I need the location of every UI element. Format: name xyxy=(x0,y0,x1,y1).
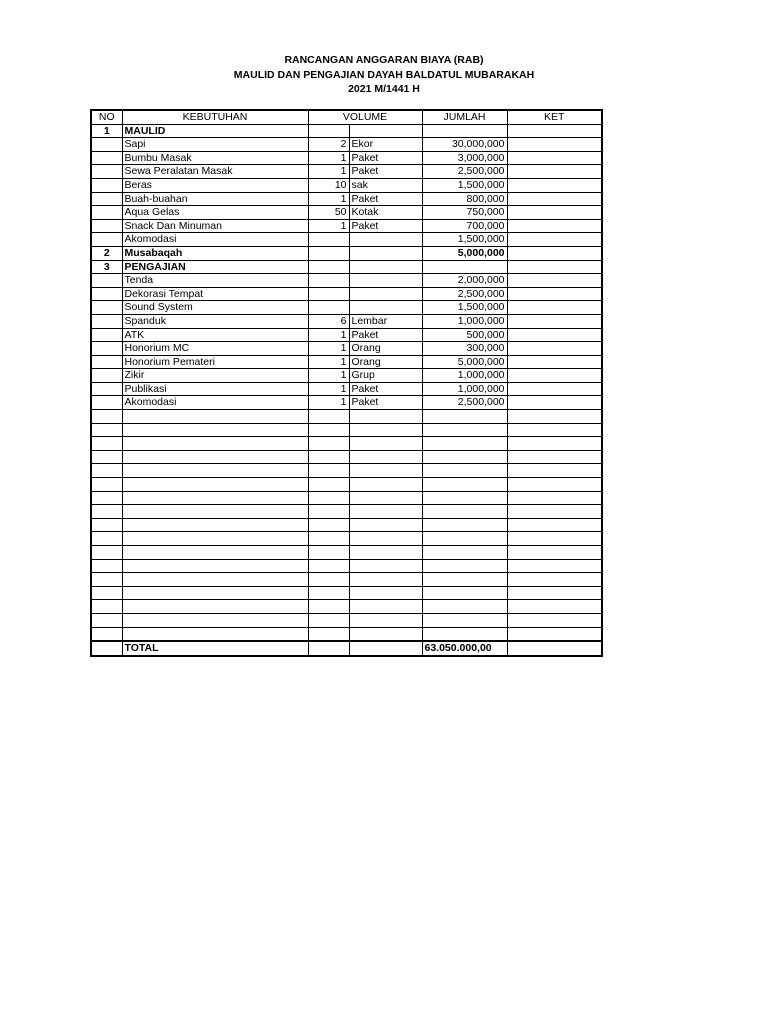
empty-cell xyxy=(308,478,349,492)
empty-row xyxy=(91,600,602,614)
row-qty: 50 xyxy=(308,206,349,220)
row-item: Honorium MC xyxy=(122,342,308,356)
total-qty xyxy=(308,641,349,656)
empty-cell xyxy=(349,559,422,573)
empty-cell xyxy=(308,505,349,519)
empty-row xyxy=(91,586,602,600)
row-unit: Grup xyxy=(349,369,422,383)
row-item: Musabaqah xyxy=(122,246,308,260)
row-amount: 2,500,000 xyxy=(422,287,507,301)
empty-cell xyxy=(507,559,602,573)
row-unit xyxy=(349,274,422,288)
row-ket xyxy=(507,165,602,179)
empty-cell xyxy=(349,437,422,451)
row-qty: 1 xyxy=(308,151,349,165)
empty-cell xyxy=(122,600,308,614)
table-row xyxy=(91,178,602,192)
row-amount: 2,500,000 xyxy=(422,396,507,410)
row-amount xyxy=(422,124,507,138)
row-unit xyxy=(349,124,422,138)
row-ket xyxy=(507,219,602,233)
row-item: ATK xyxy=(122,328,308,342)
empty-cell xyxy=(91,559,122,573)
empty-cell xyxy=(507,546,602,560)
row-qty: 1 xyxy=(308,328,349,342)
empty-cell xyxy=(507,600,602,614)
table-row xyxy=(91,151,602,165)
row-amount: 800,000 xyxy=(422,192,507,206)
header-jumlah: JUMLAH xyxy=(422,110,507,124)
row-unit xyxy=(349,287,422,301)
empty-cell xyxy=(422,600,507,614)
empty-cell xyxy=(91,505,122,519)
empty-row xyxy=(91,559,602,573)
table-row xyxy=(91,260,602,274)
empty-cell xyxy=(308,532,349,546)
row-unit xyxy=(349,260,422,274)
empty-cell xyxy=(122,491,308,505)
row-item: Honorium Pemateri xyxy=(122,355,308,369)
empty-cell xyxy=(308,573,349,587)
row-no xyxy=(91,314,122,328)
row-no xyxy=(91,165,122,179)
row-ket xyxy=(507,246,602,260)
row-item: Sewa Peralatan Masak xyxy=(122,165,308,179)
table-row xyxy=(91,369,602,383)
row-amount: 1,500,000 xyxy=(422,178,507,192)
row-amount: 2,500,000 xyxy=(422,165,507,179)
row-unit: Orang xyxy=(349,355,422,369)
empty-cell xyxy=(91,586,122,600)
empty-cell xyxy=(91,613,122,627)
empty-cell xyxy=(122,532,308,546)
empty-row xyxy=(91,478,602,492)
row-item: Sapi xyxy=(122,138,308,152)
row-qty: 10 xyxy=(308,178,349,192)
row-ket xyxy=(507,192,602,206)
row-ket xyxy=(507,369,602,383)
total-row xyxy=(91,641,602,656)
row-qty: 1 xyxy=(308,369,349,383)
empty-cell xyxy=(308,437,349,451)
empty-cell xyxy=(91,450,122,464)
total-amount: 63.050.000,00 xyxy=(422,641,507,656)
empty-cell xyxy=(422,518,507,532)
empty-cell xyxy=(422,410,507,424)
row-unit: Paket xyxy=(349,382,422,396)
empty-cell xyxy=(122,586,308,600)
header-no: NO xyxy=(91,110,122,124)
empty-cell xyxy=(308,450,349,464)
empty-cell xyxy=(349,600,422,614)
empty-cell xyxy=(122,546,308,560)
row-ket xyxy=(507,260,602,274)
row-ket xyxy=(507,301,602,315)
empty-cell xyxy=(308,627,349,641)
header-volume: VOLUME xyxy=(308,110,422,124)
empty-cell xyxy=(308,464,349,478)
table-row xyxy=(91,233,602,247)
table-row xyxy=(91,342,602,356)
row-amount: 500,000 xyxy=(422,328,507,342)
table-row xyxy=(91,138,602,152)
row-unit: Orang xyxy=(349,342,422,356)
empty-cell xyxy=(122,437,308,451)
row-qty xyxy=(308,274,349,288)
empty-cell xyxy=(122,613,308,627)
empty-cell xyxy=(91,464,122,478)
row-qty xyxy=(308,260,349,274)
row-amount: 1,500,000 xyxy=(422,301,507,315)
empty-cell xyxy=(349,478,422,492)
row-amount: 1,000,000 xyxy=(422,382,507,396)
row-item: Zikir xyxy=(122,369,308,383)
empty-cell xyxy=(422,546,507,560)
empty-cell xyxy=(507,437,602,451)
table-row xyxy=(91,301,602,315)
empty-cell xyxy=(349,423,422,437)
row-item: Sound System xyxy=(122,301,308,315)
row-ket xyxy=(507,138,602,152)
empty-cell xyxy=(122,573,308,587)
empty-cell xyxy=(308,518,349,532)
row-item: Bumbu Masak xyxy=(122,151,308,165)
budget-table xyxy=(90,109,603,657)
row-qty xyxy=(308,233,349,247)
row-unit: Paket xyxy=(349,165,422,179)
empty-cell xyxy=(91,437,122,451)
row-no: 3 xyxy=(91,260,122,274)
row-item: Beras xyxy=(122,178,308,192)
empty-cell xyxy=(349,613,422,627)
row-qty: 1 xyxy=(308,165,349,179)
header-kebutuhan: KEBUTUHAN xyxy=(122,110,308,124)
row-no xyxy=(91,138,122,152)
empty-cell xyxy=(349,410,422,424)
empty-cell xyxy=(422,532,507,546)
empty-row xyxy=(91,518,602,532)
table-row xyxy=(91,355,602,369)
table-row xyxy=(91,219,602,233)
empty-row xyxy=(91,437,602,451)
empty-cell xyxy=(422,423,507,437)
row-ket xyxy=(507,382,602,396)
empty-cell xyxy=(507,627,602,641)
row-no xyxy=(91,369,122,383)
empty-cell xyxy=(122,464,308,478)
row-qty: 1 xyxy=(308,219,349,233)
row-unit xyxy=(349,233,422,247)
row-item: Tenda xyxy=(122,274,308,288)
table-row xyxy=(91,165,602,179)
row-item: PENGAJIAN xyxy=(122,260,308,274)
empty-cell xyxy=(349,546,422,560)
total-ket xyxy=(507,641,602,656)
row-unit: Kotak xyxy=(349,206,422,220)
row-ket xyxy=(507,274,602,288)
empty-cell xyxy=(422,450,507,464)
empty-cell xyxy=(507,532,602,546)
row-amount: 3,000,000 xyxy=(422,151,507,165)
row-qty: 2 xyxy=(308,138,349,152)
empty-cell xyxy=(308,600,349,614)
empty-cell xyxy=(91,478,122,492)
empty-cell xyxy=(91,546,122,560)
row-no xyxy=(91,219,122,233)
row-qty xyxy=(308,124,349,138)
empty-cell xyxy=(507,423,602,437)
empty-cell xyxy=(422,491,507,505)
empty-cell xyxy=(349,505,422,519)
row-unit: sak xyxy=(349,178,422,192)
row-item: Spanduk xyxy=(122,314,308,328)
empty-cell xyxy=(308,410,349,424)
row-ket xyxy=(507,328,602,342)
empty-cell xyxy=(122,450,308,464)
empty-row xyxy=(91,464,602,478)
empty-cell xyxy=(422,613,507,627)
row-no xyxy=(91,178,122,192)
empty-cell xyxy=(122,559,308,573)
empty-cell xyxy=(91,627,122,641)
empty-cell xyxy=(91,423,122,437)
row-amount xyxy=(422,260,507,274)
row-no xyxy=(91,192,122,206)
row-item: Dekorasi Tempat xyxy=(122,287,308,301)
row-ket xyxy=(507,206,602,220)
title-line-3: 2021 M/1441 H xyxy=(348,83,420,95)
row-unit: Paket xyxy=(349,151,422,165)
row-amount: 2,000,000 xyxy=(422,274,507,288)
row-amount: 5,000,000 xyxy=(422,355,507,369)
row-no xyxy=(91,382,122,396)
empty-cell xyxy=(91,410,122,424)
row-unit: Ekor xyxy=(349,138,422,152)
empty-row xyxy=(91,627,602,641)
empty-cell xyxy=(507,573,602,587)
empty-cell xyxy=(91,573,122,587)
empty-cell xyxy=(507,518,602,532)
row-no xyxy=(91,396,122,410)
empty-cell xyxy=(349,532,422,546)
table-row xyxy=(91,382,602,396)
row-no xyxy=(91,233,122,247)
row-no xyxy=(91,151,122,165)
empty-cell xyxy=(91,600,122,614)
row-amount: 1,500,000 xyxy=(422,233,507,247)
empty-cell xyxy=(91,532,122,546)
table-row xyxy=(91,192,602,206)
row-ket xyxy=(507,151,602,165)
empty-cell xyxy=(308,559,349,573)
row-item: Snack Dan Minuman xyxy=(122,219,308,233)
empty-row xyxy=(91,423,602,437)
empty-cell xyxy=(122,423,308,437)
empty-cell xyxy=(422,478,507,492)
empty-row xyxy=(91,410,602,424)
row-ket xyxy=(507,396,602,410)
empty-cell xyxy=(308,546,349,560)
row-item: Buah-buahan xyxy=(122,192,308,206)
empty-cell xyxy=(422,464,507,478)
row-qty: 1 xyxy=(308,396,349,410)
row-amount: 30,000,000 xyxy=(422,138,507,152)
empty-cell xyxy=(91,491,122,505)
empty-cell xyxy=(507,613,602,627)
empty-row xyxy=(91,450,602,464)
table-row xyxy=(91,314,602,328)
empty-row xyxy=(91,505,602,519)
empty-cell xyxy=(308,613,349,627)
row-ket xyxy=(507,314,602,328)
row-qty: 1 xyxy=(308,192,349,206)
empty-cell xyxy=(349,518,422,532)
table-row xyxy=(91,206,602,220)
header-row xyxy=(91,110,602,124)
row-no xyxy=(91,274,122,288)
row-amount: 5,000,000 xyxy=(422,246,507,260)
row-unit: Paket xyxy=(349,396,422,410)
empty-row xyxy=(91,613,602,627)
row-unit: Lembar xyxy=(349,314,422,328)
row-ket xyxy=(507,124,602,138)
row-no xyxy=(91,301,122,315)
table-body xyxy=(91,124,602,656)
row-qty: 1 xyxy=(308,342,349,356)
table-row xyxy=(91,396,602,410)
header-ket: KET xyxy=(507,110,602,124)
row-unit: Paket xyxy=(349,328,422,342)
empty-cell xyxy=(122,627,308,641)
title-line-2: MAULID DAN PENGAJIAN DAYAH BALDATUL MUBARAKAH xyxy=(233,68,535,81)
row-unit xyxy=(349,246,422,260)
table-row xyxy=(91,274,602,288)
row-no xyxy=(91,287,122,301)
row-qty: 6 xyxy=(308,314,349,328)
empty-cell xyxy=(308,586,349,600)
row-no: 1 xyxy=(91,124,122,138)
row-no xyxy=(91,206,122,220)
empty-cell xyxy=(422,586,507,600)
row-ket xyxy=(507,355,602,369)
empty-cell xyxy=(422,437,507,451)
row-item: Akomodasi xyxy=(122,233,308,247)
row-item: Publikasi xyxy=(122,382,308,396)
empty-cell xyxy=(422,559,507,573)
row-qty: 1 xyxy=(308,382,349,396)
empty-cell xyxy=(122,505,308,519)
empty-row xyxy=(91,546,602,560)
row-qty xyxy=(308,246,349,260)
empty-cell xyxy=(422,627,507,641)
row-ket xyxy=(507,342,602,356)
empty-cell xyxy=(122,518,308,532)
table-row xyxy=(91,287,602,301)
row-no xyxy=(91,355,122,369)
row-item: Aqua Gelas xyxy=(122,206,308,220)
total-no xyxy=(91,641,122,656)
row-unit xyxy=(349,301,422,315)
empty-cell xyxy=(507,464,602,478)
empty-cell xyxy=(507,586,602,600)
row-amount: 300,000 xyxy=(422,342,507,356)
table-row xyxy=(91,246,602,260)
row-amount: 750,000 xyxy=(422,206,507,220)
row-amount: 1,000,000 xyxy=(422,369,507,383)
row-no xyxy=(91,328,122,342)
empty-cell xyxy=(507,450,602,464)
empty-cell xyxy=(349,450,422,464)
empty-cell xyxy=(308,423,349,437)
empty-cell xyxy=(349,586,422,600)
empty-cell xyxy=(507,491,602,505)
row-qty xyxy=(308,287,349,301)
row-item: MAULID xyxy=(122,124,308,138)
row-ket xyxy=(507,287,602,301)
row-no: 2 xyxy=(91,246,122,260)
empty-cell xyxy=(507,478,602,492)
empty-cell xyxy=(91,518,122,532)
row-amount: 700,000 xyxy=(422,219,507,233)
empty-cell xyxy=(349,573,422,587)
empty-cell xyxy=(507,410,602,424)
row-unit: Paket xyxy=(349,219,422,233)
empty-cell xyxy=(122,410,308,424)
title-line-1: RANCANGAN ANGGARAN BIAYA (RAB) xyxy=(284,54,484,66)
empty-cell xyxy=(349,464,422,478)
empty-cell xyxy=(349,627,422,641)
row-qty: 1 xyxy=(308,355,349,369)
row-item: Akomodasi xyxy=(122,396,308,410)
empty-row xyxy=(91,573,602,587)
total-unit xyxy=(349,641,422,656)
row-amount: 1,000,000 xyxy=(422,314,507,328)
row-unit: Paket xyxy=(349,192,422,206)
empty-cell xyxy=(422,573,507,587)
row-no xyxy=(91,342,122,356)
empty-cell xyxy=(507,505,602,519)
total-label: TOTAL xyxy=(122,641,308,656)
empty-cell xyxy=(349,491,422,505)
empty-row xyxy=(91,532,602,546)
empty-cell xyxy=(122,478,308,492)
row-qty xyxy=(308,301,349,315)
table-row xyxy=(91,328,602,342)
row-ket xyxy=(507,178,602,192)
table-row xyxy=(91,124,602,138)
row-ket xyxy=(507,233,602,247)
empty-cell xyxy=(308,491,349,505)
document-title xyxy=(0,53,768,97)
empty-row xyxy=(91,491,602,505)
empty-cell xyxy=(422,505,507,519)
